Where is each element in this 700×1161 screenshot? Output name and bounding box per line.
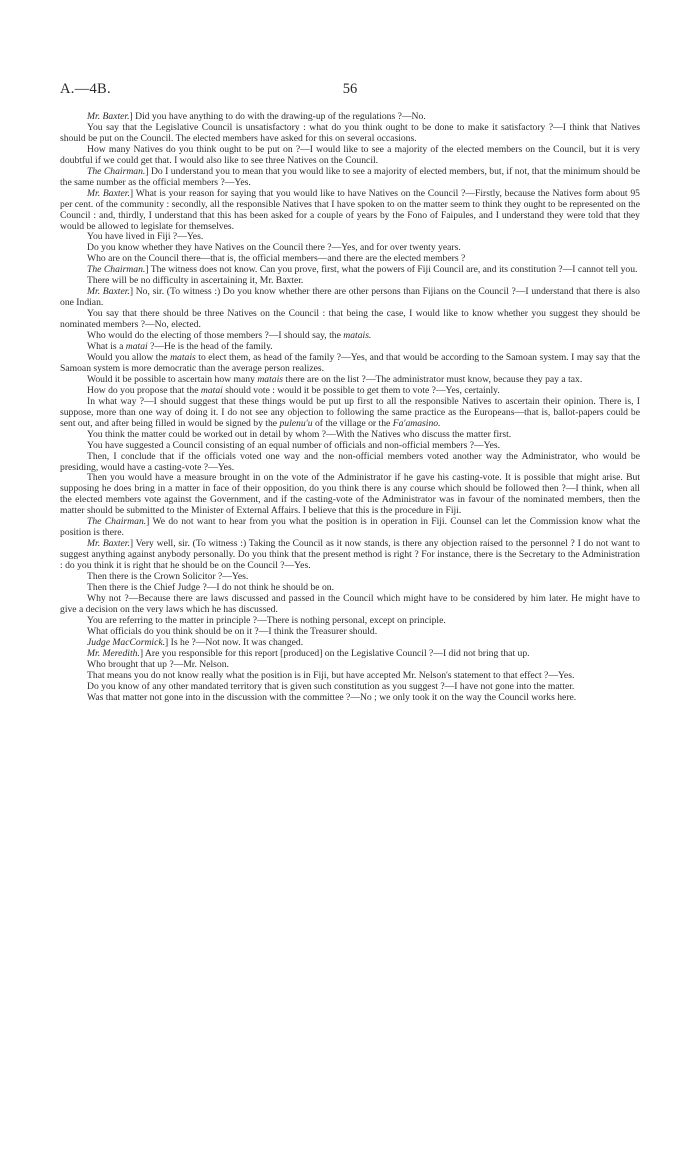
italic-text: Fa'amasino. [392, 417, 441, 429]
paragraph [60, 452, 640, 474]
paragraph [60, 189, 640, 233]
text-run: ?—He is the head of the family. [147, 341, 273, 353]
text-run: Why not ?—Because there are laws discussed and passed in the Council which might have to be considered by him later. He might have to give a decision on the very laws which he has discussed. [60, 592, 640, 615]
text-run: In what way ?—I should suggest that these things would be put up first to all the responsible Natives to ascertain their opinion. There is, I suppose, more than one way of doing it. I do not see any objection to following the same practice as the Europeans—that is, ballot-papers could be sent out, and after being filled in would be signed by the [60, 395, 640, 429]
paragraph [60, 594, 640, 616]
text-run: Would you allow the [87, 351, 171, 363]
paragraph [60, 353, 640, 375]
text-run: ] We do not want to hear from you what the position is in operation in Fiji. Counsel can let the Commission know what the position is there. [60, 516, 641, 539]
text-run: ] Very well, sir. (To witness :) Taking the Council as it now stands, is there any objection raised to the personnel ? I do not want to suggest anything against anybody personally. Do you think that the present method is right ? For instance, there is the Secretary to the Administration : do you think it is right that he should be on the Council ?—Yes. [60, 538, 640, 572]
text-run: Who brought that up ?—Mr. Nelson. [87, 658, 229, 670]
text-run: ] Is he ?—Not now. It was changed. [165, 636, 304, 648]
text-run: ] The witness does not know. Can you prove, first, what the powers of Fiji Council are, and its constitution ?—I cannot tell you. [145, 264, 638, 276]
page-number: 56 [342, 81, 358, 97]
text-run: should vote : would it be possible to get them to vote ?—Yes, certainly. [222, 384, 500, 396]
paragraph [60, 145, 640, 167]
paragraph [60, 309, 640, 331]
text-run: Who are on the Council there—that is, the official members—and there are the elected members ? [87, 253, 466, 265]
text-run: You are referring to the matter in principle ?—There is nothing personal, except on principle. [87, 614, 446, 626]
text-run: What is a [87, 341, 126, 353]
text-run: How many Natives do you think ought to be put on ?—I would like to see a majority of the elected members on the Council, but it is very doubtful if we could get that. I would also like to see three Natives on the Council. [60, 143, 640, 166]
paragraph [60, 693, 640, 704]
document-reference: A.—4B. [60, 81, 111, 97]
text-run: ] Do I understand you to mean that you would like to see a majority of elected members, but, if not, that the minimum should be the same number as the official members ?—Yes. [60, 165, 640, 188]
paragraph [60, 123, 640, 145]
italic-text: matai [200, 384, 223, 396]
italic-text: The Chairman. [87, 264, 146, 276]
italic-text: Mr. Meredith. [87, 647, 140, 659]
text-run: There will be no difficulty in ascertaining it, Mr. Baxter. [87, 275, 304, 287]
italic-text: matais [257, 373, 283, 385]
text-run: ] Did you have anything to do with the drawing-up of the regulations ?—No. [129, 111, 426, 122]
italic-text: Mr. Baxter. [87, 187, 130, 199]
text-run: to elect them, as head of the family ?—Yes, and that would be according to the Samoan system. I may say that the Samoan system is more democratic than the average person realizes. [60, 351, 640, 374]
paragraph [60, 287, 640, 309]
italic-text: The Chairman. [87, 516, 147, 528]
italic-text: The Chairman. [87, 165, 146, 177]
italic-text: Mr. Baxter. [87, 111, 130, 122]
text-run: ] No, sir. (To witness :) Do you know whether there are other persons than Fijians on the Council ?—I understand that there is also one Indian. [60, 286, 640, 309]
text-run: Then you would have a measure brought in on the vote of the Administrator if he gave his casting-vote. It is possible that might arise. But supposing he does bring in a matter in face of their opposition, do you think there is any course which should be followed then ?—I think, when all the elected members vote against the Government, and if the casting-vote of the Administrator was in favour of the nominated members, then the matter should be submitted to the Minister of External Affairs. I believe that this is the procedure in Fiji. [60, 472, 640, 517]
text-run: Then there is the Chief Judge ?—I do not think he should be on. [87, 581, 334, 593]
italic-text: Judge MacCormick. [87, 636, 166, 648]
page-header [60, 81, 640, 101]
italic-text: Mr. Baxter. [87, 286, 130, 298]
text-run: You have lived in Fiji ?—Yes. [87, 231, 204, 243]
text-run: What officials do you think should be on it ?—I think the Treasurer should. [87, 625, 378, 637]
text-run: Then there is the Crown Solicitor ?—Yes. [87, 571, 249, 583]
text-run: Was that matter not gone into in the discussion with the committee ?—No ; we only took it on the way the Council works here. [87, 691, 577, 703]
text-run: You think the matter could be worked out in detail by whom ?—With the Natives who discuss the matter first. [87, 428, 512, 440]
body-text [60, 112, 640, 703]
text-run: Would it be possible to ascertain how many [87, 373, 258, 385]
italic-text: Mr. Baxter. [87, 538, 130, 550]
italic-text: matais [170, 351, 196, 363]
text-run: That means you do not know really what the position is in Fiji, but have accepted Mr. Nelson's statement to that effect ?—Yes. [87, 669, 575, 681]
text-run: ] Are you responsible for this report [produced] on the Legislative Council ?—I did not bring that up. [139, 647, 530, 659]
text-run: You have suggested a Council consisting of an equal number of officials and non-official members ?—Yes. [87, 439, 501, 451]
paragraph [60, 167, 640, 189]
paragraph [60, 473, 640, 517]
paragraph [60, 517, 640, 539]
italic-text: matais. [343, 330, 372, 342]
text-run: of the village or the [312, 417, 393, 429]
text-run: ] What is your reason for saying that you would like to have Natives on the Council ?—Firstly, because the Natives form about 95 per cent. of the community : secondly, all the responsible Natives that I have spoken to on the matter seem to think they ought to be represented on the Council : and, thirdly, I understand that this has been asked for a couple of years by the Fono of Faipules, and I understand they were told that they would be allowed to legislate for themselves. [60, 187, 640, 232]
italic-text: pulenu'u [279, 417, 313, 429]
paragraph [60, 539, 640, 572]
text-run: You say that the Legislative Council is unsatisfactory : what do you think ought to be done to make it satisfactory ?—I think that Natives should be put on the Council. The elected members have asked for this on several occasions. [60, 121, 640, 144]
text-run: Who would do the electing of those members ?—I should say, the [87, 330, 344, 342]
text-run: Then, I conclude that if the officials voted one way and the non-official members voted another way the Administrator, who would be presiding, would have a casting-vote ?—Yes. [60, 450, 640, 473]
text-run: Do you know of any other mandated territory that is given such constitution as you suggest ?—I have not gone into the matter. [87, 680, 575, 692]
paragraph [60, 397, 640, 430]
text-run: How do you propose that the [87, 384, 201, 396]
text-run: there are on the list ?—The administrator must know, because they pay a tax. [282, 373, 583, 385]
italic-text: matai [125, 341, 148, 353]
text-run: Do you know whether they have Natives on the Council there ?—Yes, and for over twenty years. [87, 242, 461, 254]
text-run: You say that there should be three Natives on the Council : that being the case, I would like to know whether you suggest they should be nominated members ?—No, elected. [60, 308, 640, 331]
